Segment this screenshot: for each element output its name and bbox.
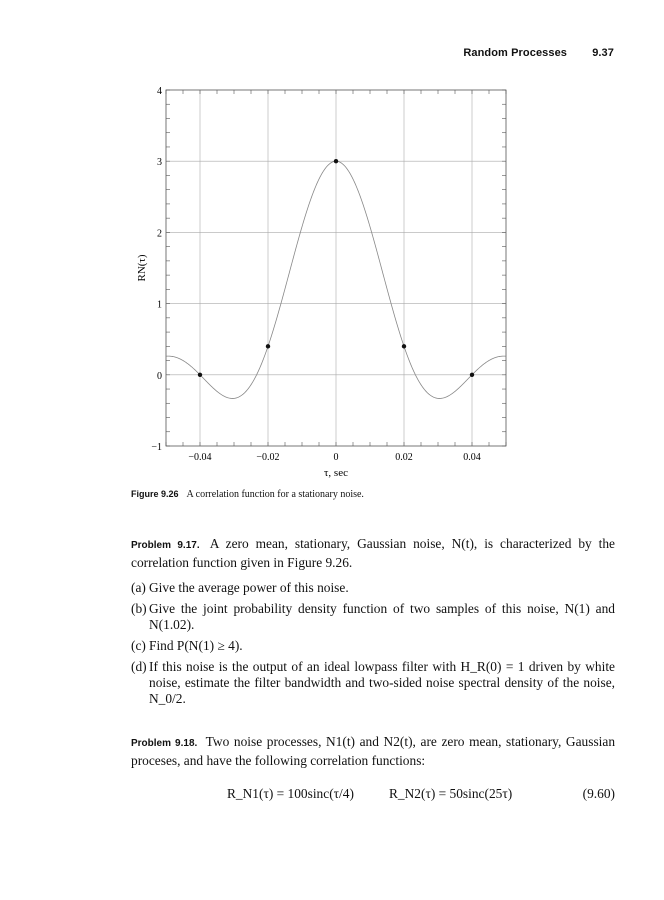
part-a <box>131 580 615 596</box>
part-a-label: (a) <box>131 580 146 595</box>
x-tick-label: −0.02 <box>256 452 280 463</box>
figure-caption-text: A correlation function for a stationary noise. <box>186 489 364 500</box>
problem-17-label: Problem 9.17. <box>131 540 200 551</box>
part-c-label: (c) <box>131 638 146 653</box>
equation-rn1: R_N1(τ) = 100sinc(τ/4) <box>227 786 354 801</box>
x-axis-label: τ, sec <box>324 467 348 479</box>
x-tick-label: −0.04 <box>188 452 212 463</box>
equation-9-60 <box>131 776 615 816</box>
problem-9-18 <box>131 734 615 769</box>
y-tick-label: 3 <box>157 157 162 169</box>
part-d <box>131 659 615 707</box>
problem-17-text: A zero mean, stationary, Gaussian noise, N(t), is characterized by the correlation function given in Figure 9.26. <box>131 536 615 570</box>
sample-point <box>470 373 474 377</box>
figure-label: Figure 9.26 <box>131 489 179 499</box>
problem-18-label: Problem 9.18. <box>131 738 198 749</box>
x-tick-label: 0.04 <box>463 452 481 463</box>
part-a-text: Give the average power of this noise. <box>149 580 349 595</box>
y-tick-label: 0 <box>157 370 162 382</box>
part-b-label: (b) <box>131 601 147 616</box>
problem-17-parts <box>131 580 615 712</box>
equation-number: (9.60) <box>582 786 615 801</box>
part-d-text: If this noise is the output of an ideal lowpass filter with H_R(0) = 1 driven by white noise, estimate the filter bandwidth and two-sided noise spectral density of the noise, N_0/2. <box>149 659 615 706</box>
sample-point <box>334 159 338 163</box>
problem-9-17 <box>131 536 615 571</box>
sample-point <box>198 373 202 377</box>
sample-point <box>402 344 406 348</box>
part-b-text: Give the joint probability density function of two samples of this noise, N(1) and N(1.02). <box>149 601 615 632</box>
tick-labels <box>151 86 480 463</box>
equation-rn2: R_N2(τ) = 50sinc(25τ) <box>389 786 513 801</box>
sample-point <box>266 344 270 348</box>
grid-lines <box>166 90 506 446</box>
part-c <box>131 638 615 654</box>
problem-18-text: Two noise processes, N1(t) and N2(t), are zero mean, stationary, Gaussian proceses, and have the following correlation functions: <box>131 734 616 768</box>
page-number: 9.37 <box>592 47 614 59</box>
part-c-text: Find P(N(1) ≥ 4). <box>149 638 243 653</box>
section-title: Random Processes <box>463 47 568 59</box>
x-tick-label: 0 <box>333 452 339 463</box>
part-b <box>131 601 615 633</box>
part-d-label: (d) <box>131 659 147 674</box>
y-tick-label: 1 <box>157 299 162 311</box>
figure-caption <box>131 489 364 500</box>
y-tick-label: 4 <box>157 86 162 97</box>
x-tick-label: 0.02 <box>395 452 413 463</box>
y-axis-label: RN(τ) <box>136 254 148 282</box>
y-tick-label: 2 <box>157 228 162 240</box>
y-tick-label: −1 <box>151 442 162 453</box>
